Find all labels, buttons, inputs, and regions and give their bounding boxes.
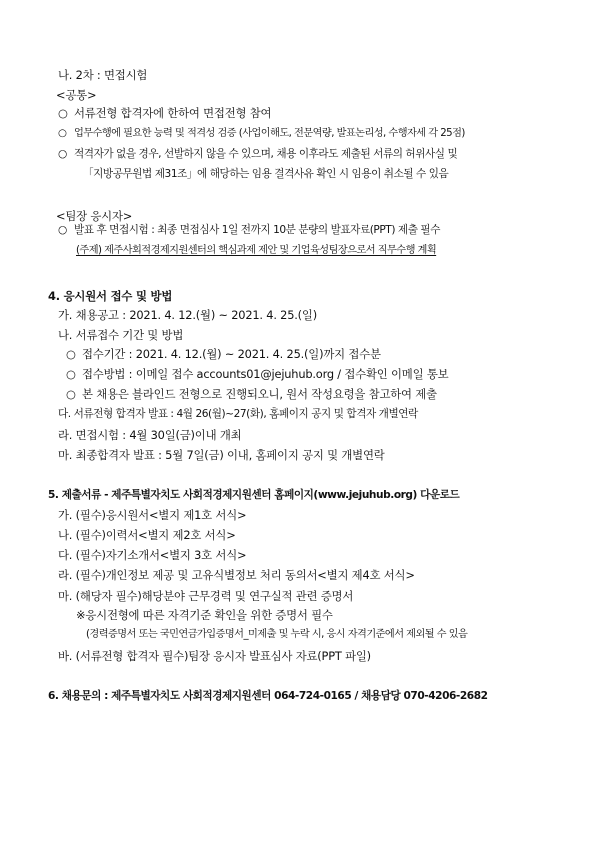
section-5-ga: 가. (필수)응시원서<별지 제1호 서식> <box>58 508 247 522</box>
section-5-da: 다. (필수)자기소개서<별지 3호 서식> <box>58 548 247 562</box>
common-item-3-continuation: 「지방공무원법 제31조」에 해당하는 임용 결격사유 확인 시 임용이 취소될 수 있음 <box>83 168 449 180</box>
bullet-circle-icon: ○ <box>58 106 68 120</box>
section-4-na-item-2-text: 접수방법 : 이메일 접수 accounts01@jejuhub.org / 접수확인 이메일 통보 <box>82 367 449 381</box>
bullet-circle-icon: ○ <box>58 224 67 236</box>
section-4-ma: 마. 최종합격자 발표 : 5월 7일(금) 이내, 홈페이지 공지 및 개별연락 <box>58 448 385 462</box>
team-leader-header: <팀장 응시자> <box>56 209 133 223</box>
section-4-na-item-1-text: 접수기간 : 2021. 4. 12.(월) ~ 2021. 4. 25.(일)까지 접수분 <box>82 347 381 361</box>
interview-round-line: 나. 2차 : 면접시험 <box>58 68 148 82</box>
bullet-circle-icon: ○ <box>58 128 67 139</box>
section-5-note-2: (경력증명서 또는 국민연금가입증명서_미제출 및 누락 시, 응시 자격기준에서 제외될 수 있음 <box>86 629 468 640</box>
section-4-da: 다. 서류전형 합격자 발표 : 4월 26(월)~27(화), 홈페이지 공지 및 합격자 개별연락 <box>58 408 418 420</box>
section-4-na-item-3-text: 본 채용은 블라인드 전형으로 진행되오니, 원서 작성요령을 참고하여 제출 <box>82 387 437 401</box>
section-4-na-item-2 <box>66 366 448 382</box>
section-5-ma: 마. (해당자 필수)해당분야 근무경력 및 연구실적 관련 증명서 <box>58 589 354 603</box>
bullet-circle-icon: ○ <box>58 148 67 160</box>
common-item-2 <box>58 126 465 142</box>
section-5-title: 5. 제출서류 - 제주특별자치도 사회적경제지원센터 홈페이지(www.jejuhub.org) 다운로드 <box>48 489 460 501</box>
section-5-ra: 라. (필수)개인정보 제공 및 고유식별정보 처리 동의서<별지 제4호 서식> <box>58 568 415 582</box>
common-item-3 <box>58 146 457 162</box>
section-4-na-item-3 <box>66 386 437 402</box>
bullet-circle-icon: ○ <box>66 367 76 381</box>
section-4-ra: 라. 면접시험 : 4월 30일(금)이내 개최 <box>58 428 242 442</box>
section-4-na-item-1 <box>66 346 381 362</box>
section-4-na: 나. 서류접수 기간 및 방법 <box>58 328 184 342</box>
common-item-3-text: 적격자가 없을 경우, 선발하지 않을 수 있으며, 채용 이후라도 제출된 서류의 허위사실 및 <box>74 148 458 160</box>
common-item-1-text: 서류전형 합격자에 한하여 면접전형 참여 <box>74 106 272 120</box>
section-4-title: 4. 응시원서 접수 및 방법 <box>48 289 173 303</box>
section-5-note-1: ※응시전형에 따른 자격기준 확인을 위한 증명서 필수 <box>76 608 333 622</box>
common-item-2-text: 업무수행에 필요한 능력 및 적격성 검증 (사업이해도, 전문역량, 발표논리성, 수행자세 각 25점) <box>74 128 465 139</box>
section-5-ba: 바. (서류전형 합격자 필수)팀장 응시자 발표심사 자료(PPT 파일) <box>58 649 371 663</box>
section-6-contact: 6. 채용문의 : 제주특별자치도 사회적경제지원센터 064-724-0165 / 채용담당 070-4206-2682 <box>48 690 488 702</box>
common-item-1 <box>58 105 271 121</box>
team-leader-topic: (주제) 제주사회적경제지원센터의 핵심과제 제안 및 기업육성팀장으로서 직무수행 계획 <box>76 245 437 256</box>
team-leader-item-1 <box>58 222 440 238</box>
section-4-ga: 가. 채용공고 : 2021. 4. 12.(월) ~ 2021. 4. 25.(일) <box>58 308 317 322</box>
bullet-circle-icon: ○ <box>66 387 76 401</box>
section-5-na: 나. (필수)이력서<별지 제2호 서식> <box>58 528 236 542</box>
common-header: <공통> <box>56 88 97 102</box>
bullet-circle-icon: ○ <box>66 347 76 361</box>
team-leader-item-1-text: 발표 후 면접시험 : 최종 면접심사 1일 전까지 10분 분량의 발표자료(PPT) 제출 필수 <box>74 224 440 236</box>
